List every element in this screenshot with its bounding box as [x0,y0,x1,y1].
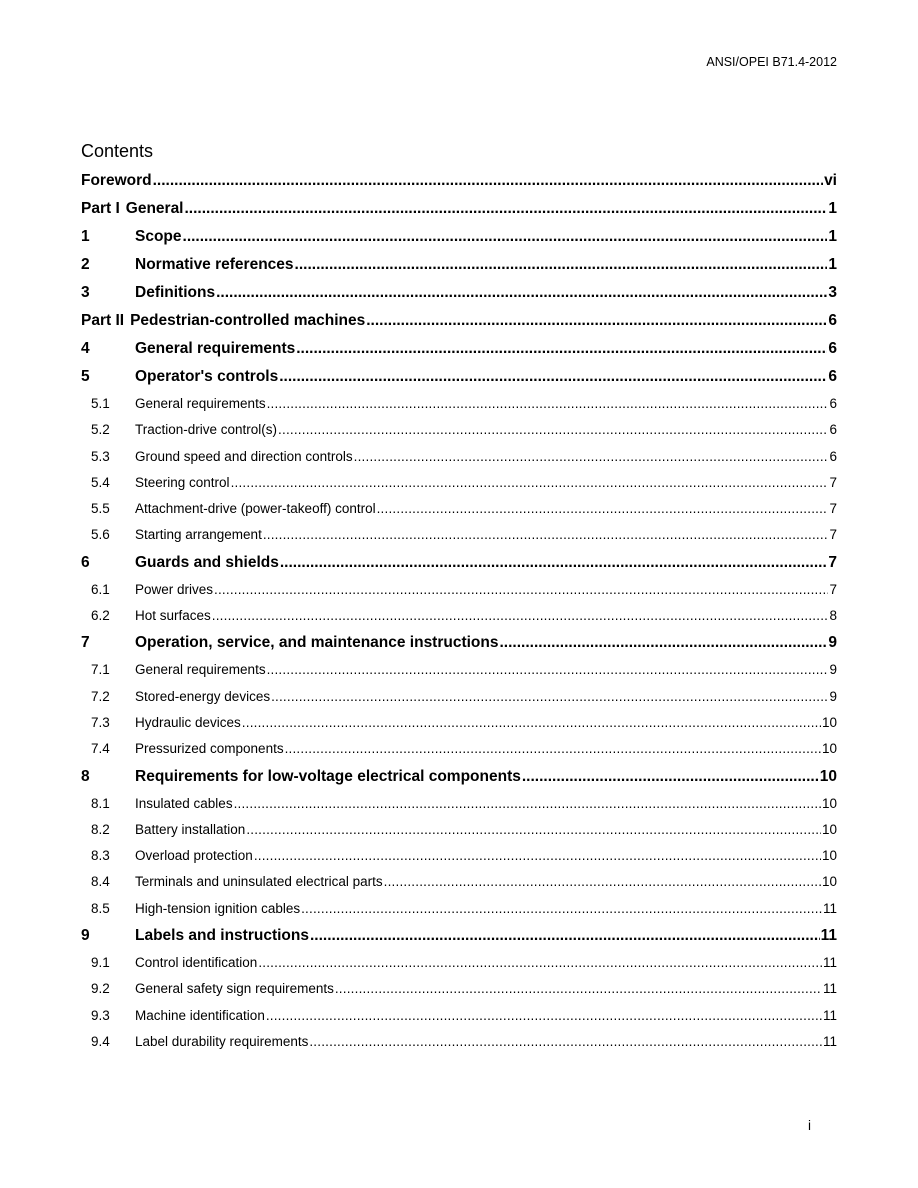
toc-entry-title: Machine identification [135,1007,265,1023]
toc-entry[interactable] [81,976,837,1002]
toc-entry-title: Traction-drive control(s) [135,422,278,438]
toc-entry-page: 11 [822,900,837,916]
toc-entry-title: Definitions [135,284,216,301]
toc-entry-number: 9.4 [91,1033,110,1049]
table-of-contents [81,167,837,1055]
document-id-header: ANSI/OPEI B71.4-2012 [706,55,837,69]
toc-entry-title: Scope [135,228,182,245]
dot-leader [267,657,829,683]
toc-entry-page: 1 [828,200,837,217]
toc-entry-page: vi [824,172,837,189]
toc-entry-page: 6 [829,422,837,438]
toc-entry[interactable] [81,496,837,522]
toc-entry-page: 6 [829,396,837,411]
toc-entry[interactable] [81,195,837,223]
toc-entry-page: 10 [821,741,837,757]
dot-leader [234,791,821,817]
toc-entry-title: Overload protection [135,848,253,864]
toc-entry-page: 7 [829,581,837,597]
dot-leader [242,710,821,736]
dot-leader [522,763,819,791]
toc-entry-page: 3 [828,284,837,301]
toc-entry-title: Ground speed and direction controls [135,448,353,464]
toc-entry-number: 5.2 [91,422,110,438]
toc-entry-page: 10 [819,767,837,785]
toc-entry-page: 6 [828,312,837,329]
toc-entry-number: 8 [81,767,90,785]
toc-entry-page: 7 [828,553,837,571]
toc-entry[interactable] [81,444,837,470]
toc-entry[interactable] [81,549,837,577]
toc-entry-page: 11 [822,1033,837,1049]
toc-entry-number: 5.5 [91,501,110,517]
toc-entry[interactable] [81,307,837,335]
toc-entry-title: General safety sign requirements [135,981,334,997]
dot-leader [185,195,828,223]
toc-entry-title: Label durability requirements [135,1033,309,1049]
toc-entry-number: 9.2 [91,981,110,997]
toc-entry-page: 8 [829,608,837,624]
dot-leader [214,577,828,603]
toc-entry-number: Part I [81,200,120,217]
dot-leader [335,976,822,1002]
toc-entry-title: General requirements [135,662,266,678]
toc-entry-title: General [125,200,184,217]
toc-entry-page: 1 [828,228,837,245]
dot-leader [212,603,829,629]
dot-leader [296,335,827,363]
toc-entry[interactable] [81,950,837,976]
dot-leader [366,307,827,335]
toc-entry-title: Foreword [81,172,152,189]
toc-entry[interactable] [81,817,837,843]
dot-leader [279,363,827,391]
toc-entry-page: 10 [821,714,837,730]
toc-entry[interactable] [81,223,837,251]
toc-entry-page: 7 [829,527,837,543]
toc-entry-number: 5.4 [91,474,110,490]
toc-entry[interactable] [81,791,837,817]
toc-entry-page: 6 [828,368,837,385]
toc-entry-number: Part II [81,312,125,329]
toc-entry-number: 7 [81,634,90,652]
toc-entry-title: Guards and shields [135,553,279,571]
dot-leader [183,223,828,251]
toc-entry[interactable] [81,1029,837,1055]
dot-leader [254,843,821,869]
dot-leader [500,629,828,657]
toc-entry[interactable] [81,603,837,629]
toc-entry-number: 3 [81,284,90,301]
toc-entry-number: 7.4 [91,741,110,757]
toc-entry-title: Steering control [135,474,230,490]
toc-entry[interactable] [81,363,837,391]
toc-entry[interactable] [81,736,837,762]
toc-entry-title: Pressurized components [135,741,284,757]
dot-leader [231,470,829,496]
toc-entry[interactable] [81,251,837,279]
dot-leader [258,950,822,976]
toc-entry-title: Terminals and uninsulated electrical parts [135,874,383,890]
contents-title: Contents [81,141,154,161]
toc-entry-page: 7 [829,501,837,517]
toc-entry-title: Stored-energy devices [135,688,271,704]
toc-entry-number: 7.1 [91,662,110,678]
toc-entry-number: 8.5 [91,900,110,916]
toc-entry[interactable] [81,710,837,736]
toc-entry-number: 7.3 [91,714,110,730]
toc-entry-page: 10 [821,874,837,890]
dot-leader [295,251,828,279]
toc-entry-number: 8.2 [91,821,110,837]
toc-entry-number: 7.2 [91,688,110,704]
dot-leader [278,417,828,443]
toc-entry-number: 5.6 [91,527,110,543]
toc-entry-page: 11 [822,955,837,971]
toc-entry[interactable] [81,684,837,710]
toc-entry-title: Labels and instructions [135,927,309,945]
toc-entry[interactable] [81,577,837,603]
toc-entry[interactable] [81,417,837,443]
toc-entry[interactable] [81,335,837,363]
toc-entry-title: Operation, service, and maintenance instructions [135,634,499,652]
toc-entry-page: 10 [821,848,837,864]
toc-entry[interactable] [81,922,837,950]
dot-leader [263,522,829,548]
dot-leader [246,817,821,843]
toc-entry-page: 1 [828,256,837,273]
dot-leader [266,1003,822,1029]
toc-entry[interactable] [81,470,837,496]
toc-entry-number: 8.3 [91,848,110,864]
toc-entry[interactable] [81,167,837,195]
toc-entry-page: 7 [829,474,837,490]
page-number-footer: i [808,1118,811,1133]
toc-entry-title: Pedestrian-controlled machines [130,312,366,329]
dot-leader [384,869,821,895]
toc-entry-title: Control identification [135,955,258,971]
toc-entry-page: 9 [829,688,837,704]
toc-entry-number: 8.1 [91,795,110,811]
toc-entry-title: Normative references [135,256,294,273]
toc-entry[interactable] [81,869,837,895]
toc-entry-number: 9.3 [91,1007,110,1023]
toc-entry[interactable] [81,763,837,791]
toc-entry-title: Battery installation [135,821,246,837]
toc-entry-title: Power drives [135,581,214,597]
toc-entry-number: 6.1 [91,581,110,597]
toc-entry-page: 10 [821,795,837,811]
toc-entry[interactable] [81,522,837,548]
toc-entry[interactable] [81,391,837,417]
toc-entry-number: 2 [81,256,90,273]
toc-entry[interactable] [81,279,837,307]
toc-entry-number: 8.4 [91,874,110,890]
dot-leader [301,896,822,922]
dot-leader [153,167,823,195]
dot-leader [271,684,828,710]
toc-entry-number: 9 [81,927,90,945]
dot-leader [280,549,828,577]
toc-entry-number: 5 [81,368,90,385]
toc-entry-title: General requirements [135,340,296,357]
toc-entry-page: 6 [829,448,837,464]
toc-entry-page: 6 [828,340,837,357]
toc-entry-number: 5.1 [91,396,110,411]
toc-entry-number: 4 [81,340,90,357]
dot-leader [310,922,820,950]
toc-entry-number: 5.3 [91,448,110,464]
dot-leader [377,496,829,522]
toc-entry-page: 9 [828,634,837,652]
toc-entry-page: 11 [820,927,837,945]
toc-entry-title: Operator's controls [135,368,279,385]
toc-entry-title: Starting arrangement [135,527,262,543]
toc-entry-title: Hydraulic devices [135,714,241,730]
toc-entry[interactable] [81,896,837,922]
toc-entry-title: Hot surfaces [135,608,211,624]
toc-entry-number: 6 [81,553,90,571]
dot-leader [354,444,829,470]
toc-entry-page: 11 [822,1007,837,1023]
toc-entry-title: Requirements for low-voltage electrical components [135,767,521,785]
toc-entry-title: General requirements [135,396,266,411]
toc-entry-title: Attachment-drive (power-takeoff) control [135,501,376,517]
toc-entry-page: 10 [821,821,837,837]
toc-entry-number: 1 [81,228,90,245]
dot-leader [285,736,821,762]
dot-leader [309,1029,822,1055]
dot-leader [267,391,829,417]
toc-entry-number: 9.1 [91,955,110,971]
toc-entry-page: 9 [829,662,837,678]
toc-entry-number: 6.2 [91,608,110,624]
toc-entry[interactable] [81,843,837,869]
toc-entry-title: Insulated cables [135,795,233,811]
toc-entry[interactable] [81,657,837,683]
toc-entry[interactable] [81,1003,837,1029]
dot-leader [216,279,827,307]
toc-entry-title: High-tension ignition cables [135,900,301,916]
toc-entry[interactable] [81,629,837,657]
toc-entry-page: 11 [822,981,837,997]
